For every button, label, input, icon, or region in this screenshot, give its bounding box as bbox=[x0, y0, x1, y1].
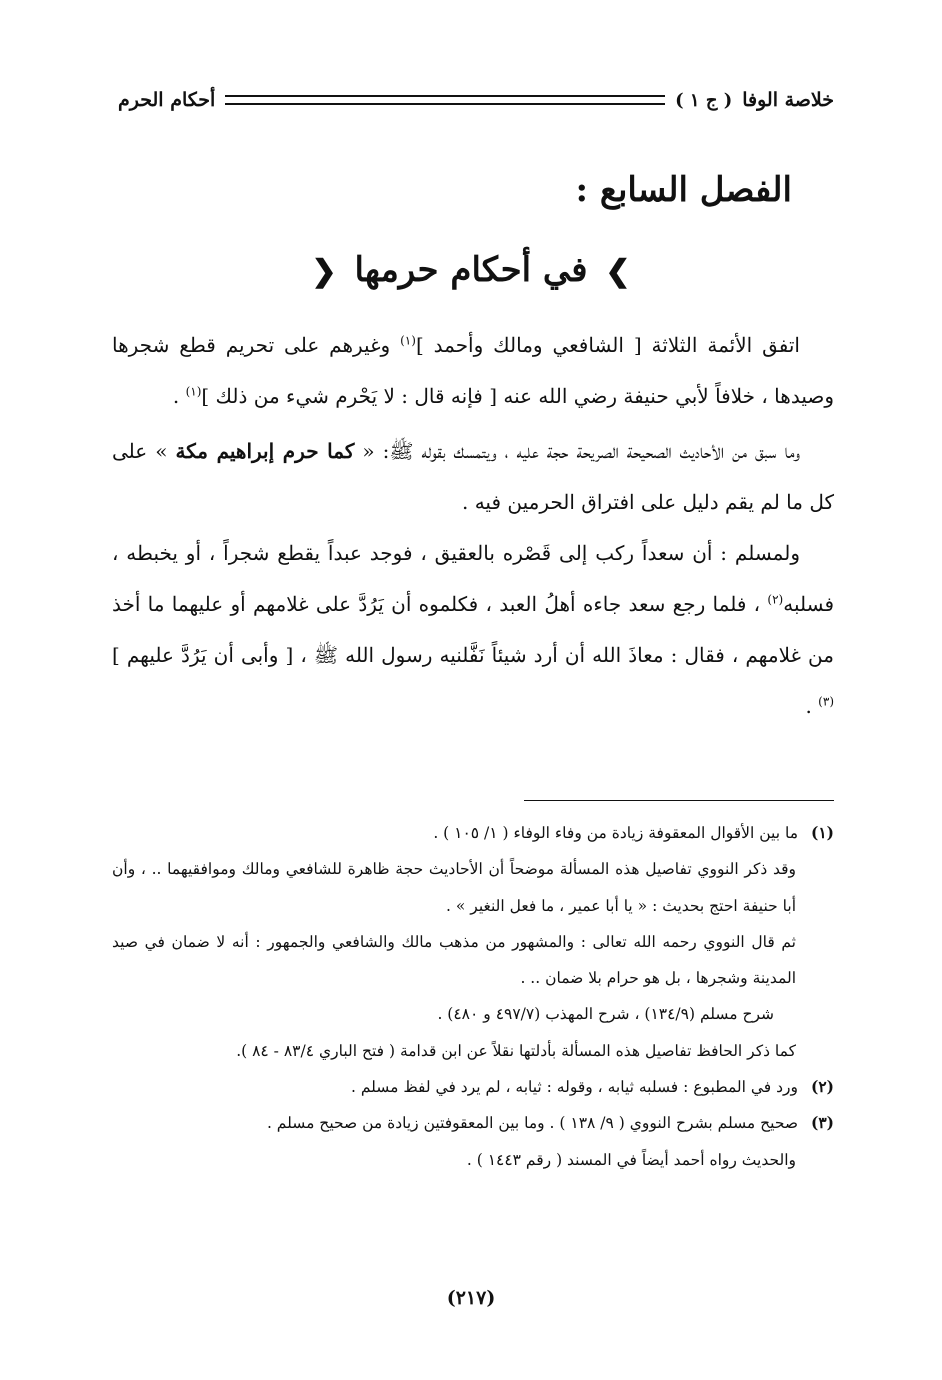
body-text bbox=[112, 320, 834, 732]
running-header bbox=[118, 84, 834, 116]
section-title: الفصل السابع : bbox=[575, 170, 792, 210]
ornament-left-icon: ❮ bbox=[311, 254, 337, 289]
paragraph-2 bbox=[112, 426, 834, 528]
footnote-1 bbox=[112, 815, 834, 851]
header-rule bbox=[225, 95, 665, 105]
footnote-3-line-2: والحديث رواه أحمد أيضاً في المسند ( رقم ١٤٤٣ ) . bbox=[466, 1150, 796, 1169]
footnote-ref-2: (٢) bbox=[767, 592, 784, 607]
header-volume: ( ج ١ ) bbox=[675, 89, 733, 111]
p3-text-c: . bbox=[805, 694, 819, 718]
paragraph-3 bbox=[112, 528, 834, 732]
footnotes bbox=[112, 815, 834, 1178]
footnote-1-line-3: ثم قال النووي رحمه الله تعالى : والمشهور من مذهب مالك والشافعي والجمهور : أنه لا ضمان في صيد المدينة وشجرها ، بل هو حرام بلا ضمان .. . bbox=[112, 932, 797, 988]
page-number: (٢١٧) bbox=[446, 1287, 496, 1309]
footnote-ref-3: (٣) bbox=[818, 694, 834, 709]
header-chapter-title: أحكام الحرم bbox=[118, 89, 216, 111]
footnote-3 bbox=[112, 1105, 834, 1141]
p1-text-a: اتفق الأئمة الثلاثة [ الشافعي ومالك وأحمد ] bbox=[415, 333, 800, 357]
footnote-3-number: (٣) bbox=[810, 1113, 834, 1133]
footnote-1-line-4: شرح مسلم (١٣٤/٩) ، شرح المهذب (٤٩٧/٧ و ٤٨٠) . bbox=[437, 1005, 774, 1024]
p2-text-a: وما سبق من الأحاديث الصحيحة الصريحة حجة عليه ، ويتمسك بقوله ﷺ: « bbox=[354, 439, 801, 463]
ornament-right-icon: ❯ bbox=[605, 254, 631, 289]
hadith-quote: كما حرم إبراهيم مكة bbox=[175, 439, 355, 463]
p3-text-b: ، فلما رجع سعد جاءه أهلُ العبد ، فكلموه أن يَرُدَّ على غلامهم أو عليهما ما أخذ من غلامهم ، فقال : معاذَ الله أن أرد شيئاً نَفَّلنيه رسول الله ﷺ ، [ وأبى أن يَرُدَّ عليهم ] bbox=[112, 592, 834, 667]
p3-text-a: ولمسلم : أن سعداً ركب إلى قَصْره بالعقيق ، فوجد عبداً يقطع شجراً ، أو يخبطه ، فسلبه bbox=[112, 541, 834, 616]
footnote-divider bbox=[524, 800, 834, 801]
footnote-ref-1b: (١) bbox=[185, 384, 202, 399]
footnote-2 bbox=[112, 1069, 834, 1105]
footnote-3-line-1: صحيح مسلم بشرح النووي ( ٩/ ١٣٨ ) . وما بين المعقوفتين زيادة من صحيح مسلم . bbox=[266, 1114, 798, 1133]
p1-text-b: وغيرهم على تحريم قطع شجرها وصيدها ، خلافاً لأبي حنيفة رضي الله عنه [ فإنه قال : لا يَحْرم شيء من ذلك ] bbox=[112, 333, 834, 408]
footnote-2-line-1: ورد في المطبوع : فسلبه ثيابه ، وقوله : ثيابه ، لم يرد في لفظ مسلم . bbox=[350, 1078, 798, 1097]
footnote-2-number: (٢) bbox=[810, 1077, 834, 1097]
footnote-ref-1: (١) bbox=[400, 333, 416, 348]
p1-text-c: . bbox=[172, 384, 186, 408]
p2-text-b: » على كل ما لم يقم دليل على افتراق الحرمين فيه . bbox=[112, 439, 834, 514]
footnote-1-line-1: ما بين الأقوال المعقوفة زيادة من وفاء الوفاء ( ١/ ١٠٥ ) . bbox=[433, 824, 798, 842]
footnote-1-line-2: وقد ذكر النووي تفاصيل هذه المسألة موضحاً أن الأحاديث حجة ظاهرة للشافعي ومالك وموافقيهما .. ، وأن أبا حنيفة احتج بحديث : « يا أبا عمير ، ما فعل النغير » . bbox=[112, 860, 796, 915]
header-book-title: خلاصة الوفا bbox=[742, 89, 834, 111]
section-subtitle bbox=[0, 250, 942, 290]
footnote-1-line-5: كما ذكر الحافظ تفاصيل هذه المسألة بأدلتها نقلاً عن ابن قدامة ( فتح الباري ٨٣/٤ - ٨٤ ). bbox=[236, 1041, 796, 1060]
section-subtitle-text: في أحكام حرمها bbox=[354, 250, 588, 290]
footnote-1-number: (١) bbox=[810, 823, 834, 842]
paragraph-1 bbox=[112, 320, 834, 422]
